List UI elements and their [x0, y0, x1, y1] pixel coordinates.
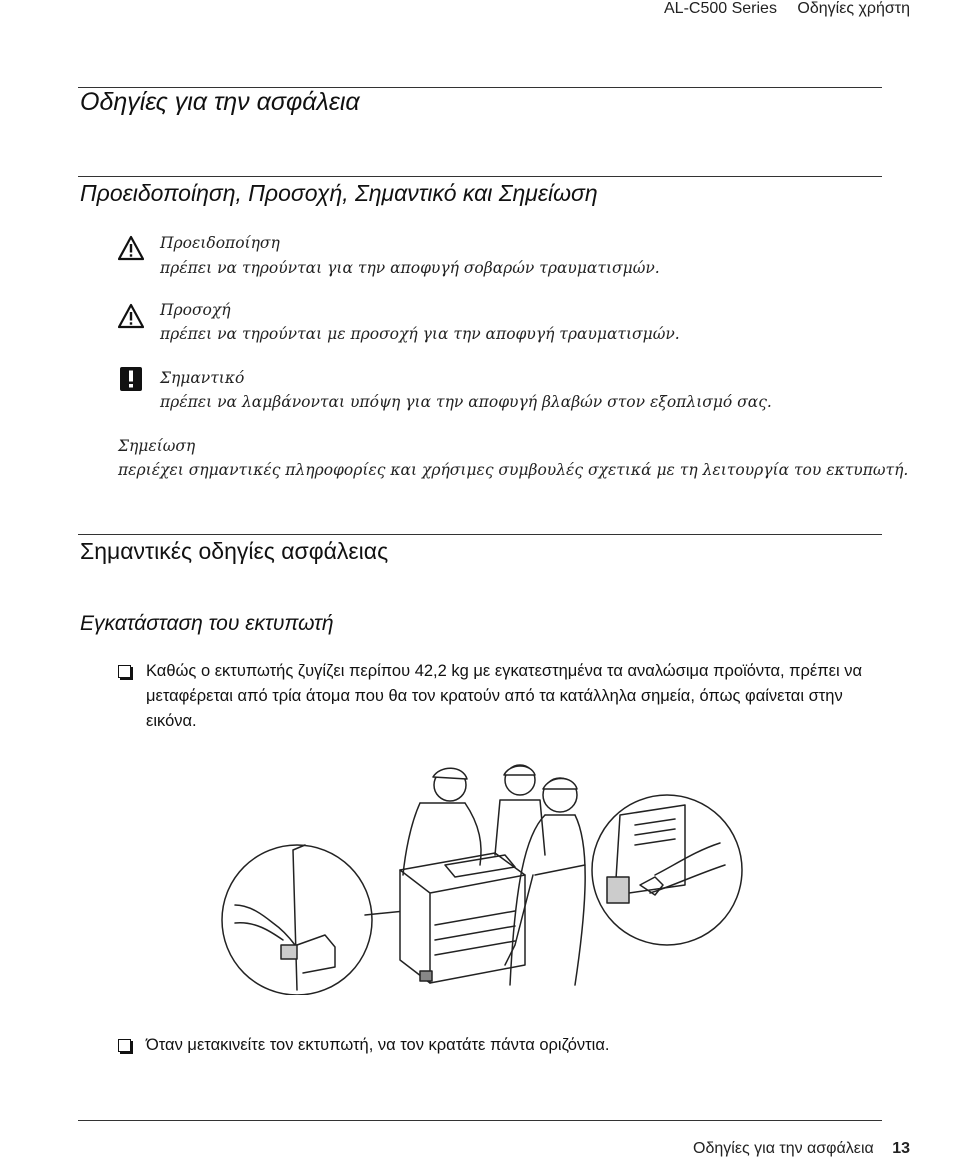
caution-text: πρέπει να τηρούνται με προσοχή για την αποφυγή τραυματισμών. [160, 325, 680, 343]
header-guide-title: Οδηγίες χρήστη [797, 0, 910, 17]
bullet-line: εικόνα. [146, 712, 197, 730]
important-exclamation-icon [120, 367, 142, 391]
subsection-title-installation: Εγκατάσταση του εκτυπωτή [80, 612, 334, 635]
bullet-paragraph-level: Όταν μετακινείτε τον εκτυπωτή, να τον κρατάτε πάντα οριζόντια. [146, 1036, 610, 1054]
footer [693, 1140, 910, 1158]
note-title: Σημείωση [118, 437, 196, 455]
bullet-box [118, 1039, 131, 1052]
section-rule [78, 534, 882, 535]
note-text: περιέχει σημαντικές πληροφορίες και χρήσιμες συμβουλές σχετικά με τη λειτουργία του εκτυπωτή. [118, 461, 909, 479]
section-title-notices: Προειδοποίηση, Προσοχή, Σημαντικό και Σημείωση [80, 180, 598, 206]
important-text: πρέπει να λαμβάνονται υπόψη για την αποφυγή βλαβών στον εξοπλισμό σας. [160, 393, 772, 411]
running-header [664, 0, 910, 18]
warning-triangle-icon [118, 235, 144, 261]
important-title: Σημαντικό [160, 369, 245, 387]
bullet-box [118, 665, 131, 678]
footer-rule [78, 1120, 882, 1121]
warning-text: πρέπει να τηρούνται για την αποφυγή σοβαρών τραυματισμών. [160, 259, 660, 277]
warning-title: Προειδοποίηση [160, 234, 280, 252]
section-title-safety: Σημαντικές οδηγίες ασφάλειας [80, 538, 389, 564]
three-people-lifting-printer-illustration [215, 755, 745, 995]
page-title: Οδηγίες για την ασφάλεια [80, 88, 360, 116]
bullet-paragraph-weight [146, 659, 862, 734]
bullet-line: Καθώς ο εκτυπωτής ζυγίζει περίπου 42,2 kg με εγκατεστημένα τα αναλώσιμα προϊόντα, πρέπει να [146, 662, 863, 680]
caution-triangle-icon [118, 303, 144, 329]
page-number: 13 [892, 1140, 910, 1157]
bullet-line: μεταφέρεται από τρία άτομα που θα τον κρατούν από τα κατάλληλα σημεία, όπως φαίνεται στην [146, 687, 843, 705]
section-rule [78, 176, 882, 177]
header-series: AL-C500 Series [664, 0, 777, 17]
caution-title: Προσοχή [160, 301, 231, 319]
footer-section: Οδηγίες για την ασφάλεια [693, 1140, 874, 1157]
